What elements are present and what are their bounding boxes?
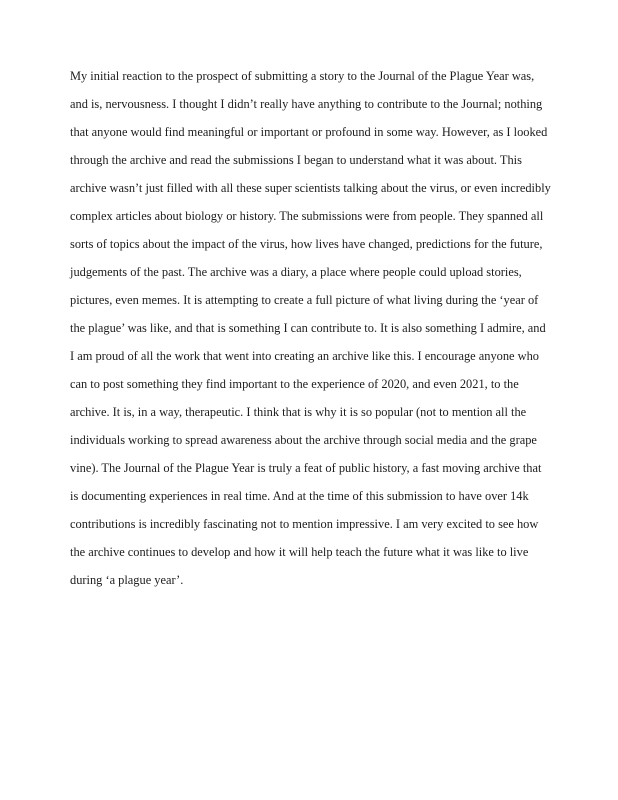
essay-line: during ‘a plague year’. bbox=[70, 573, 184, 587]
essay-line: the plague’ was like, and that is something I can contribute to. It is also something I admire, and bbox=[70, 321, 546, 335]
essay-line: sorts of topics about the impact of the virus, how lives have changed, predictions for the future, bbox=[70, 237, 543, 251]
essay-line: is documenting experiences in real time. And at the time of this submission to have over 14k bbox=[70, 489, 529, 503]
essay-line: complex articles about biology or history. The submissions were from people. They spanned all bbox=[70, 209, 544, 223]
essay-line: contributions is incredibly fascinating not to mention impressive. I am very excited to see how bbox=[70, 517, 539, 531]
essay-line: archive. It is, in a way, therapeutic. I think that is why it is so popular (not to mention all the bbox=[70, 405, 527, 419]
essay-line: through the archive and read the submissions I began to understand what it was about. This bbox=[70, 153, 522, 167]
essay-line: and is, nervousness. I thought I didn’t really have anything to contribute to the Journal; nothing bbox=[70, 97, 543, 111]
essay-line: I am proud of all the work that went into creating an archive like this. I encourage anyone who bbox=[70, 349, 539, 363]
essay-line: pictures, even memes. It is attempting to create a full picture of what living during the ‘year of bbox=[70, 293, 539, 307]
essay-line: archive wasn’t just filled with all these super scientists talking about the virus, or even incredibly bbox=[70, 181, 551, 195]
essay-line: My initial reaction to the prospect of submitting a story to the Journal of the Plague Year was, bbox=[70, 69, 535, 83]
essay-line: the archive continues to develop and how it will help teach the future what it was like to live bbox=[70, 545, 529, 559]
essay-line: vine). The Journal of the Plague Year is truly a feat of public history, a fast moving archive that bbox=[70, 461, 542, 475]
essay-paragraph bbox=[70, 62, 550, 594]
essay-line: can to post something they find important to the experience of 2020, and even 2021, to the bbox=[70, 377, 519, 391]
essay-line: individuals working to spread awareness about the archive through social media and the grape bbox=[70, 433, 537, 447]
essay-line: judgements of the past. The archive was a diary, a place where people could upload stories, bbox=[70, 265, 522, 279]
essay-line: that anyone would find meaningful or important or profound in some way. However, as I looked bbox=[70, 125, 548, 139]
